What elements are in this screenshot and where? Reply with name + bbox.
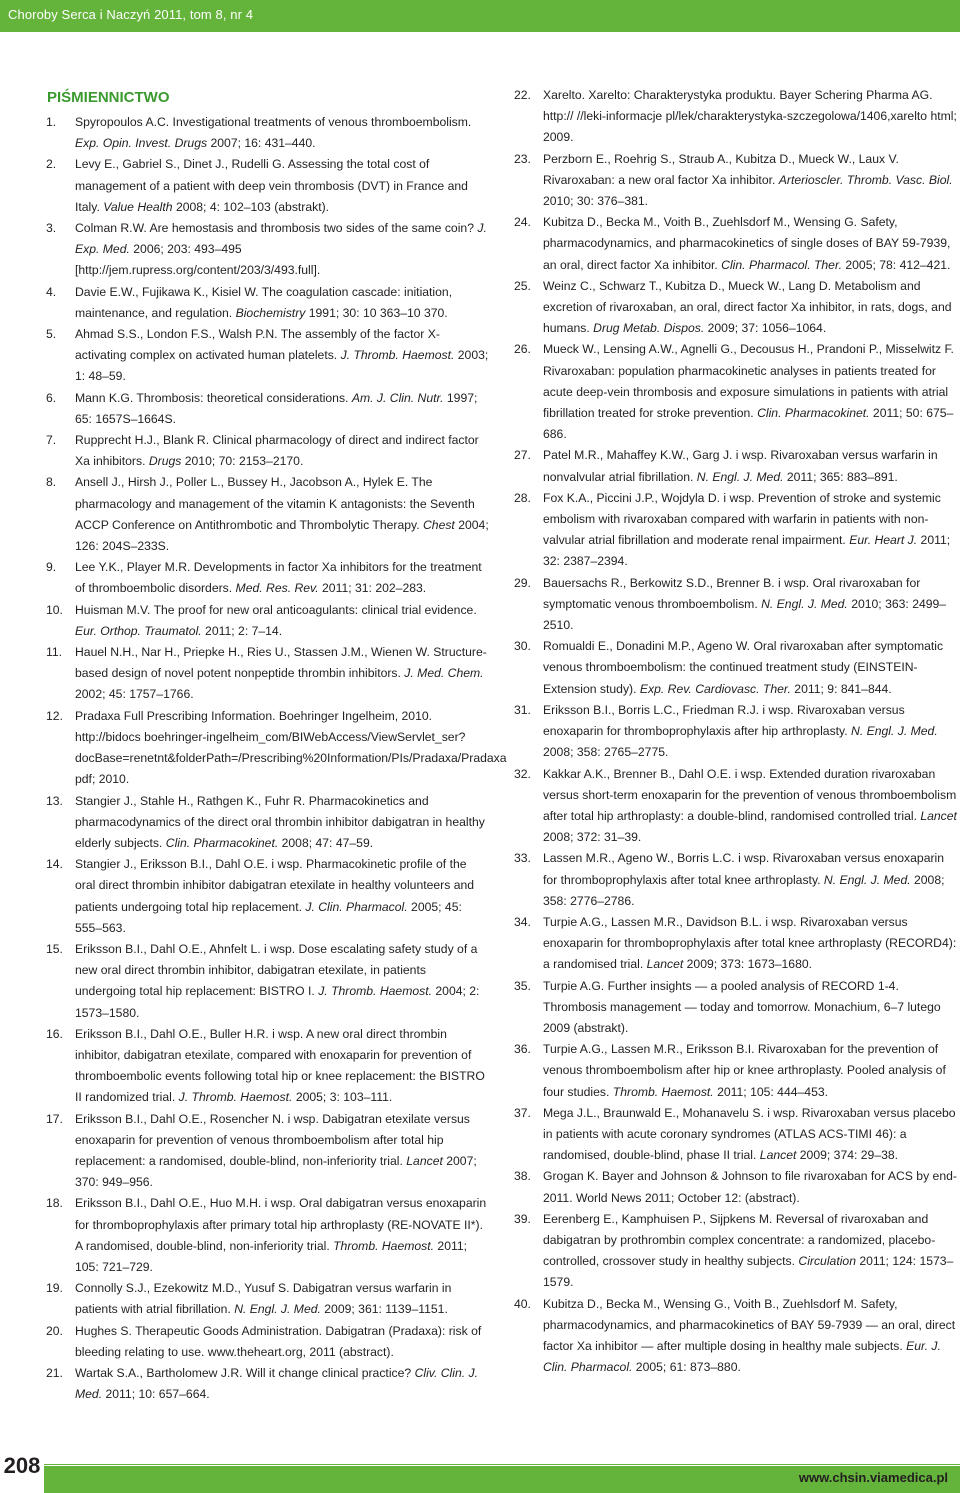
reference-item xyxy=(46,218,490,282)
reference-text: Turpie A.G., Lassen M.R., Eriksson B.I. Rivaroxaban for the prevention of venous thromboembolism after hip or knee arthroplasty. Pooled analysis of four studies. Thromb. Haemost. 2011; 105: 444–453. xyxy=(543,1042,946,1099)
reference-number: 10. xyxy=(46,602,63,617)
reference-item xyxy=(46,854,490,939)
reference-item xyxy=(514,149,958,213)
reference-text: Eriksson B.I., Borris L.C., Friedman R.J. i wsp. Rivaroxaban versus enoxaparin for thromboprophylaxis after hip arthroplasty. N. Engl. J. Med. 2008; 358: 2765–2775. xyxy=(543,702,938,760)
reference-text: Patel M.R., Mahaffey K.W., Garg J. i wsp. Rivaroxaban versus warfarin in nonvalvular atrial fibrillation. N. Engl. J. Med. 2011; 365: 883–891. xyxy=(543,448,938,484)
reference-item xyxy=(46,1278,490,1320)
reference-number: 31. xyxy=(514,702,531,717)
reference-number: 17. xyxy=(46,1111,63,1126)
reference-text: Kubitza D., Becka M., Voith B., Zuehlsdorf M., Wensing G. Safety, pharmacodynamics, and pharmacokinetics of single doses of BAY 59-7939, an oral, direct factor Xa inhibitor. Clin. Pharmacol. Ther. 2005; 78: 412–421. xyxy=(543,215,951,272)
journal-header-bar xyxy=(0,0,960,32)
reference-number: 5. xyxy=(46,327,57,342)
reference-number: 29. xyxy=(514,575,531,590)
reference-item xyxy=(46,600,490,642)
reference-item xyxy=(514,912,958,976)
reference-text: Pradaxa Full Prescribing Information. Boehringer Ingelheim, 2010. http://bidocs boehringer-ingelheim_com/BIWebAccess/ViewServlet_ser?docBase=renetnt&folderPath=/Prescribing%20Information/PIs/Pradaxa/Pradaxa pdf; 2010. xyxy=(75,708,507,787)
reference-number: 2. xyxy=(46,157,57,172)
reference-number: 19. xyxy=(46,1281,63,1296)
reference-text: Lee Y.K., Player M.R. Developments in factor Xa inhibitors for the treatment of thromboembolic disorders. Med. Res. Rev. 2011; 31: 202–283. xyxy=(75,560,482,596)
reference-number: 1. xyxy=(46,115,57,129)
reference-item xyxy=(46,1363,490,1405)
reference-item xyxy=(514,764,958,849)
reference-text: Stangier J., Eriksson B.I., Dahl O.E. i wsp. Pharmacokinetic profile of the oral direct thrombin inhibitor dabigatran etexilate in healthy volunteers and patients undergoing total hip replacement. J. Clin. Pharmacol. 2005; 45: 555–563. xyxy=(75,857,475,935)
reference-item xyxy=(514,212,958,276)
reference-item xyxy=(46,1024,490,1109)
reference-number: 37. xyxy=(514,1105,531,1120)
reference-text: Fox K.A., Piccini J.P., Wojdyla D. i wsp. Prevention of stroke and systemic embolism with rivaroxaban compared with warfarin in patients with non-valvular atrial fibrillation and moderate renal impairment. Eur. Heart J. 2011; 32: 2387–2394. xyxy=(543,490,951,569)
reference-item xyxy=(46,388,490,430)
reference-item xyxy=(514,848,958,912)
reference-number: 22. xyxy=(514,88,531,102)
reference-number: 38. xyxy=(514,1169,531,1184)
reference-item xyxy=(514,1209,958,1294)
reference-number: 30. xyxy=(514,639,531,654)
reference-number: 4. xyxy=(46,284,57,299)
reference-item xyxy=(46,939,490,1024)
reference-text: Eriksson B.I., Dahl O.E., Rosencher N. i wsp. Dabigatran etexilate versus enoxaparin for prevention of venous thromboembolism after total hip replacement: a randomised, double-blind, non-inferiority trial. Lancet 2007; 370: 949–956. xyxy=(75,1111,477,1190)
reference-item xyxy=(514,276,958,340)
reference-text: Weinz C., Schwarz T., Kubitza D., Mueck W., Lang D. Metabolism and excretion of rivaroxaban, an oral, direct factor Xa inhibitor, in rats, dogs, and humans. Drug Metab. Dispos. 2009; 37: 1056–1064. xyxy=(543,278,952,336)
reference-text: Bauersachs R., Berkowitz S.D., Brenner B. i wsp. Oral rivaroxaban for symptomatic venous thromboembolism. N. Engl. J. Med. 2010; 363: 2499–2510. xyxy=(543,575,947,633)
reference-number: 16. xyxy=(46,1026,63,1041)
reference-number: 40. xyxy=(514,1296,531,1311)
reference-number: 26. xyxy=(514,342,531,357)
reference-item xyxy=(46,1193,490,1278)
reference-item xyxy=(514,636,958,700)
reference-item xyxy=(514,1294,958,1379)
section-title: PIŚMIENNICTWO xyxy=(47,89,170,106)
reference-number: 28. xyxy=(514,490,531,505)
reference-text: Turpie A.G. Further insights — a pooled analysis of RECORD 1-4. Thrombosis management — today and tomorrow. Monachium, 6–7 lutego 2009 (abstrakt). xyxy=(543,978,941,1035)
reference-item xyxy=(46,112,490,154)
reference-text: Eriksson B.I., Dahl O.E., Buller H.R. i wsp. A new oral direct thrombin inhibitor, dabigatran etexilate, compared with enoxaparin for prevention of thromboembolic events following total hip or knee replacement: the BISTRO II randomized trial. J. Thromb. Haemost. 2005; 3: 103–111. xyxy=(75,1026,485,1105)
reference-number: 24. xyxy=(514,215,531,230)
reference-text: Perzborn E., Roehrig S., Straub A., Kubitza D., Mueck W., Laux V. Rivaroxaban: a new oral factor Xa inhibitor. Arterioscler. Thromb. Vasc. Biol. 2010; 30: 376–381. xyxy=(543,151,953,209)
reference-number: 14. xyxy=(46,857,63,872)
reference-number: 36. xyxy=(514,1042,531,1057)
reference-text: Eriksson B.I., Dahl O.E., Huo M.H. i wsp. Oral dabigatran versus enoxaparin for thromboprophylaxis after primary total hip arthroplasty (RE-NOVATE II*). A randomised, double-blind, non-inferiority trial. Thromb. Haemost. 2011; 105: 721–729. xyxy=(75,1196,487,1274)
reference-text: Hughes S. Therapeutic Goods Administration. Dabigatran (Pradaxa): risk of bleeding relating to use. www.theheart.org, 2011 (abstract). xyxy=(75,1323,482,1359)
reference-number: 3. xyxy=(46,221,57,236)
reference-item xyxy=(514,700,958,764)
reference-number: 34. xyxy=(514,914,531,929)
reference-item xyxy=(514,1166,958,1208)
reference-number: 23. xyxy=(514,151,531,166)
reference-number: 35. xyxy=(514,978,531,993)
reference-text: Mann K.G. Thrombosis: theoretical considerations. Am. J. Clin. Nutr. 1997; 65: 1657S–1664S. xyxy=(75,390,478,426)
reference-item xyxy=(46,154,490,218)
page-number: 208 xyxy=(0,1446,44,1486)
reference-text: Connolly S.J., Ezekowitz M.D., Yusuf S. Dabigatran versus warfarin in patients with atrial fibrillation. N. Engl. J. Med. 2009; 361: 1139–1151. xyxy=(75,1281,452,1317)
reference-item xyxy=(46,1321,490,1363)
reference-text: Huisman M.V. The proof for new oral anticoagulants: clinical trial evidence. Eur. Orthop. Traumatol. 2011; 2: 7–14. xyxy=(75,602,477,638)
reference-text: Eerenberg E., Kamphuisen P., Sijpkens M. Reversal of rivaroxaban and dabigatran by prothrombin complex concentrate: a randomized, placebo-controlled, crossover study in healthy subjects. Circulation 2011; 124: 1573–1579. xyxy=(543,1211,954,1290)
reference-number: 39. xyxy=(514,1211,531,1226)
reference-item xyxy=(46,282,490,324)
reference-item xyxy=(46,1109,490,1194)
footer-website: www.chsin.viamedica.pl xyxy=(798,1470,948,1485)
reference-number: 33. xyxy=(514,851,531,866)
reference-number: 12. xyxy=(46,708,63,723)
reference-text: Ahmad S.S., London F.S., Walsh P.N. The assembly of the factor X-activating complex on activated human platelets. J. Thromb. Haemost. 2003; 1: 48–59. xyxy=(75,327,489,384)
reference-text: Kubitza D., Becka M., Wensing G., Voith B., Zuehlsdorf M. Safety, pharmacodynamics, and pharmacokinetics of BAY 59-7939 — an oral, direct factor Xa inhibitor — after multiple dosing in healthy male subjects. Eur. J. Clin. Pharmacol. 2005; 61: 873–880. xyxy=(543,1296,956,1375)
reference-number: 7. xyxy=(46,433,57,448)
reference-text: Ansell J., Hirsh J., Poller L., Bussey H., Jacobson A., Hylek E. The pharmacology and management of the vitamin K antagonists: the Seventh ACCP Conference on Antithrombotic and Thrombolytic Therapy. Chest 2004; 126: 204S–233S. xyxy=(75,475,489,554)
reference-text: Stangier J., Stahle H., Rathgen K., Fuhr R. Pharmacokinetics and pharmacodynamics of the direct oral thrombin inhibitor dabigatran in healthy elderly subjects. Clin. Pharmacokinet. 2008; 47: 47–59. xyxy=(75,793,485,850)
reference-item xyxy=(514,1103,958,1167)
reference-text: Eriksson B.I., Dahl O.E., Ahnfelt L. i wsp. Dose escalating safety study of a new oral direct thrombin inhibitor, dabigatran etexilate, in patients undergoing total hip replacement: BISTRO I. J. Thromb. Haemost. 2004; 2: 1573–1580. xyxy=(75,941,480,1020)
reference-text: Spyropoulos A.C. Investigational treatments of venous thromboembolism. Exp. Opin. Invest. Drugs 2007; 16: 431–440. xyxy=(75,115,472,151)
reference-item xyxy=(46,557,490,599)
reference-text: Colman R.W. Are hemostasis and thrombosis two sides of the same coin? J. Exp. Med. 2006; 203: 493–495 [http://jem.rupress.org/content/203/3/493.full]. xyxy=(75,221,487,278)
reference-item xyxy=(46,472,490,557)
reference-text: Mega J.L., Braunwald E., Mohanavelu S. i wsp. Rivaroxaban versus placebo in patients with acute coronary syndromes (ATLAS ACS-TIMI 46): a randomised, double-blind, phase II trial. Lancet 2009; 374: 29–38. xyxy=(543,1105,956,1163)
reference-item xyxy=(514,488,958,573)
reference-number: 6. xyxy=(46,390,57,405)
reference-number: 13. xyxy=(46,793,63,808)
reference-text: Grogan K. Bayer and Johnson & Johnson to file rivaroxaban for ACS by end-2011. World News 2011; October 12: (abstract). xyxy=(543,1169,957,1205)
reference-number: 9. xyxy=(46,560,57,575)
reference-text: Davie E.W., Fujikawa K., Kisiel W. The coagulation cascade: initiation, maintenance, and regulation. Biochemistry 1991; 30: 10 363–10 370. xyxy=(75,284,453,320)
reference-number: 11. xyxy=(46,645,63,660)
reference-text: Romualdi E., Donadini M.P., Ageno W. Oral rivaroxaban after symptomatic venous thromboembolism: the continued treatment study (EINSTEIN-Extension study). Exp. Rev. Cardiovasc. Ther. 2011; 9: 841–844. xyxy=(543,639,944,696)
references-left-column xyxy=(46,112,507,1405)
footer-rule xyxy=(44,1464,960,1465)
reference-text: Wartak S.A., Bartholomew J.R. Will it change clinical practice? Cliv. Clin. J. Med. 2011; 10: 657–664. xyxy=(75,1365,478,1402)
reference-item xyxy=(514,445,958,487)
reference-number: 25. xyxy=(514,278,531,293)
reference-item xyxy=(46,706,507,791)
reference-text: Hauel N.H., Nar H., Priepke H., Ries U., Stassen J.M., Wienen W. Structure-based design of novel potent nonpeptide thrombin inhibitors. J. Med. Chem. 2002; 45: 1757–1766. xyxy=(75,645,487,702)
reference-text: Kakkar A.K., Brenner B., Dahl O.E. i wsp. Extended duration rivaroxaban versus short-term enoxaparin for the prevention of venous thromboembolism after total hip arthroplasty: a double-blind, randomised controlled trial. Lancet 2008; 372: 31–39. xyxy=(543,766,957,845)
reference-text: Levy E., Gabriel S., Dinet J., Rudelli G. Assessing the total cost of management of a patient with deep vein thrombosis (DVT) in France and Italy. Value Health 2008; 4: 102–103 (abstrakt). xyxy=(75,157,468,214)
reference-number: 20. xyxy=(46,1323,63,1338)
reference-text: Lassen M.R., Ageno W., Borris L.C. i wsp. Rivaroxaban versus enoxaparin for thromboprophylaxis after total knee arthroplasty. N. Engl. J. Med. 2008; 358: 2776–2786. xyxy=(543,851,945,908)
references-right-column xyxy=(514,85,958,1378)
reference-number: 18. xyxy=(46,1196,63,1211)
reference-item xyxy=(514,1039,958,1103)
reference-number: 15. xyxy=(46,941,63,956)
reference-text: Rupprecht H.J., Blank R. Clinical pharmacology of direct and indirect factor Xa inhibitors. Drugs 2010; 70: 2153–2170. xyxy=(75,433,479,469)
reference-item xyxy=(46,430,490,472)
reference-item xyxy=(514,339,958,445)
reference-text: Xarelto. Xarelto: Charakterystyka produktu. Bayer Schering Pharma AG. http:// //leki-informacje pl/lek/charakterystyka-szczegolowa/1406,xarelto html; 2009. xyxy=(543,88,957,145)
reference-number: 8. xyxy=(46,475,57,490)
reference-number: 32. xyxy=(514,766,531,781)
reference-text: Mueck W., Lensing A.W., Agnelli G., Decousus H., Prandoni P., Misselwitz F. Rivaroxaban: population pharmacokinetic analyses in patients treated for acute deep-vein thrombosis and exposure simulations in patients with atrial fibrillation treated for stroke prevention. Clin. Pharmacokinet. 2011; 50: 675–686. xyxy=(543,342,954,442)
reference-number: 27. xyxy=(514,448,531,463)
reference-item xyxy=(46,791,490,855)
reference-item xyxy=(514,976,958,1040)
reference-text: Turpie A.G., Lassen M.R., Davidson B.L. i wsp. Rivaroxaban versus enoxaparin for thromboprophylaxis after total knee arthroplasty (RECORD4): a randomised trial. Lancet 2009; 373: 1673–1680. xyxy=(543,914,957,972)
reference-item xyxy=(514,573,958,637)
reference-item xyxy=(46,324,490,388)
reference-item xyxy=(46,642,490,706)
reference-item xyxy=(514,85,958,149)
reference-number: 21. xyxy=(46,1365,63,1380)
journal-title: Choroby Serca i Naczyń 2011, tom 8, nr 4 xyxy=(8,7,254,22)
